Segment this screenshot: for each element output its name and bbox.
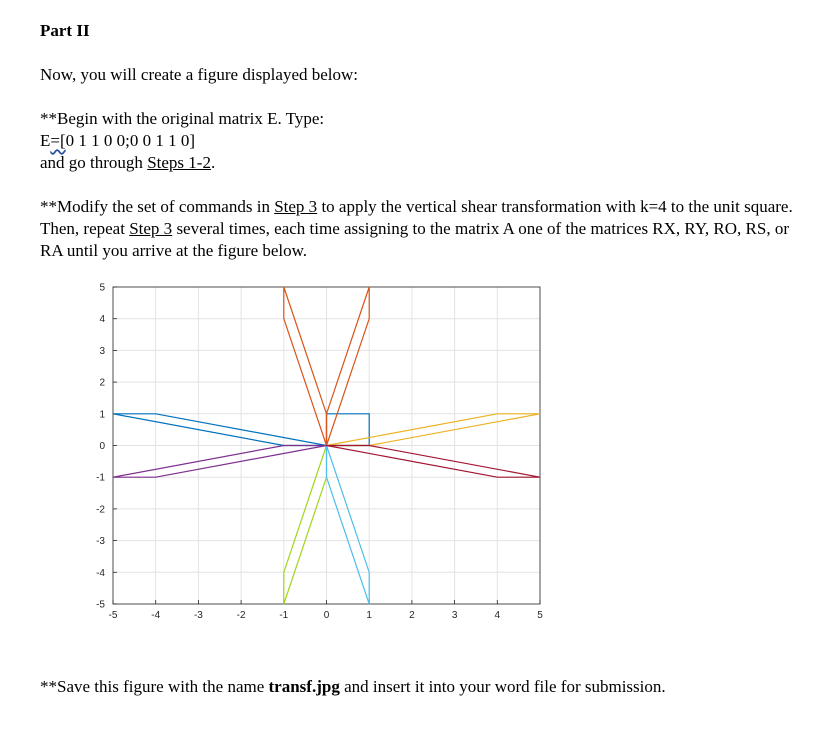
y-tick-label: 3 [99, 345, 105, 357]
series-line [113, 446, 327, 478]
instructions-begin [40, 108, 800, 174]
x-tick-label: 0 [323, 610, 330, 621]
x-tick-label: 3 [451, 610, 458, 621]
x-tick-label: 2 [409, 610, 415, 621]
y-tick-label: -4 [96, 567, 105, 579]
begin-line: **Begin with the original matrix E. Type: [40, 109, 325, 128]
y-tick-label: 1 [99, 409, 105, 421]
series-line [327, 446, 541, 478]
modify-text-2: to apply the vertical shear transformation with k=4 to the unit square. Then, repeat [40, 197, 793, 238]
series-line [284, 446, 327, 605]
steps-1-2-link[interactable]: Steps 1-2 [147, 153, 211, 172]
series-line [113, 414, 327, 446]
modify-text-3: several times, each time assigning to the matrix A one of the matrices RX, RY, RO, RS, or RA until you arrive at the figure below. [40, 219, 789, 260]
x-tick-label: -4 [151, 610, 161, 621]
matrix-command [40, 130, 800, 152]
y-tick-label: -3 [96, 536, 105, 548]
step-3-link[interactable]: Step 3 [274, 197, 318, 216]
series-line [327, 446, 370, 605]
y-tick-label: 4 [99, 314, 105, 326]
matrix-values: 0 1 1 0 0;0 0 1 1 0] [65, 131, 196, 150]
matrix-name: E [40, 131, 51, 150]
steps-line [40, 152, 800, 174]
filename: transf.jpg [268, 677, 340, 696]
x-tick-label: 1 [366, 610, 372, 621]
x-tick-label: -5 [108, 610, 118, 621]
y-tick-label: 0 [99, 441, 105, 452]
x-tick-label: -1 [279, 610, 289, 621]
x-tick-label: 5 [537, 610, 543, 621]
y-tick-label: -2 [96, 504, 105, 516]
x-tick-label: -3 [193, 610, 203, 621]
save-text-1: **Save this figure with the name [40, 677, 269, 696]
y-tick-label: -5 [96, 599, 105, 611]
modify-text-1: **Modify the set of commands in [40, 197, 275, 216]
series-line [327, 414, 541, 446]
x-tick-label: -2 [236, 610, 246, 621]
part-title: Part II [40, 21, 90, 40]
intro-text: Now, you will create a figure displayed below: [40, 65, 359, 84]
y-tick-label: 5 [99, 282, 105, 294]
save-text-2: and insert it into your word file for submission. [339, 677, 666, 696]
instructions-save [40, 676, 800, 698]
series-line [327, 287, 370, 446]
spellcheck-flag: =[ [50, 131, 66, 150]
series-line [327, 414, 370, 446]
steps-period: . [210, 153, 216, 172]
transformation-chart [85, 278, 555, 628]
step-3-link-2[interactable]: Step 3 [129, 219, 173, 238]
instructions-modify [40, 196, 800, 262]
x-tick-label: 4 [494, 610, 501, 621]
y-tick-label: 2 [99, 377, 105, 389]
y-tick-label: -1 [96, 472, 105, 484]
steps-text: and go through [40, 153, 148, 172]
series-line [284, 287, 327, 446]
